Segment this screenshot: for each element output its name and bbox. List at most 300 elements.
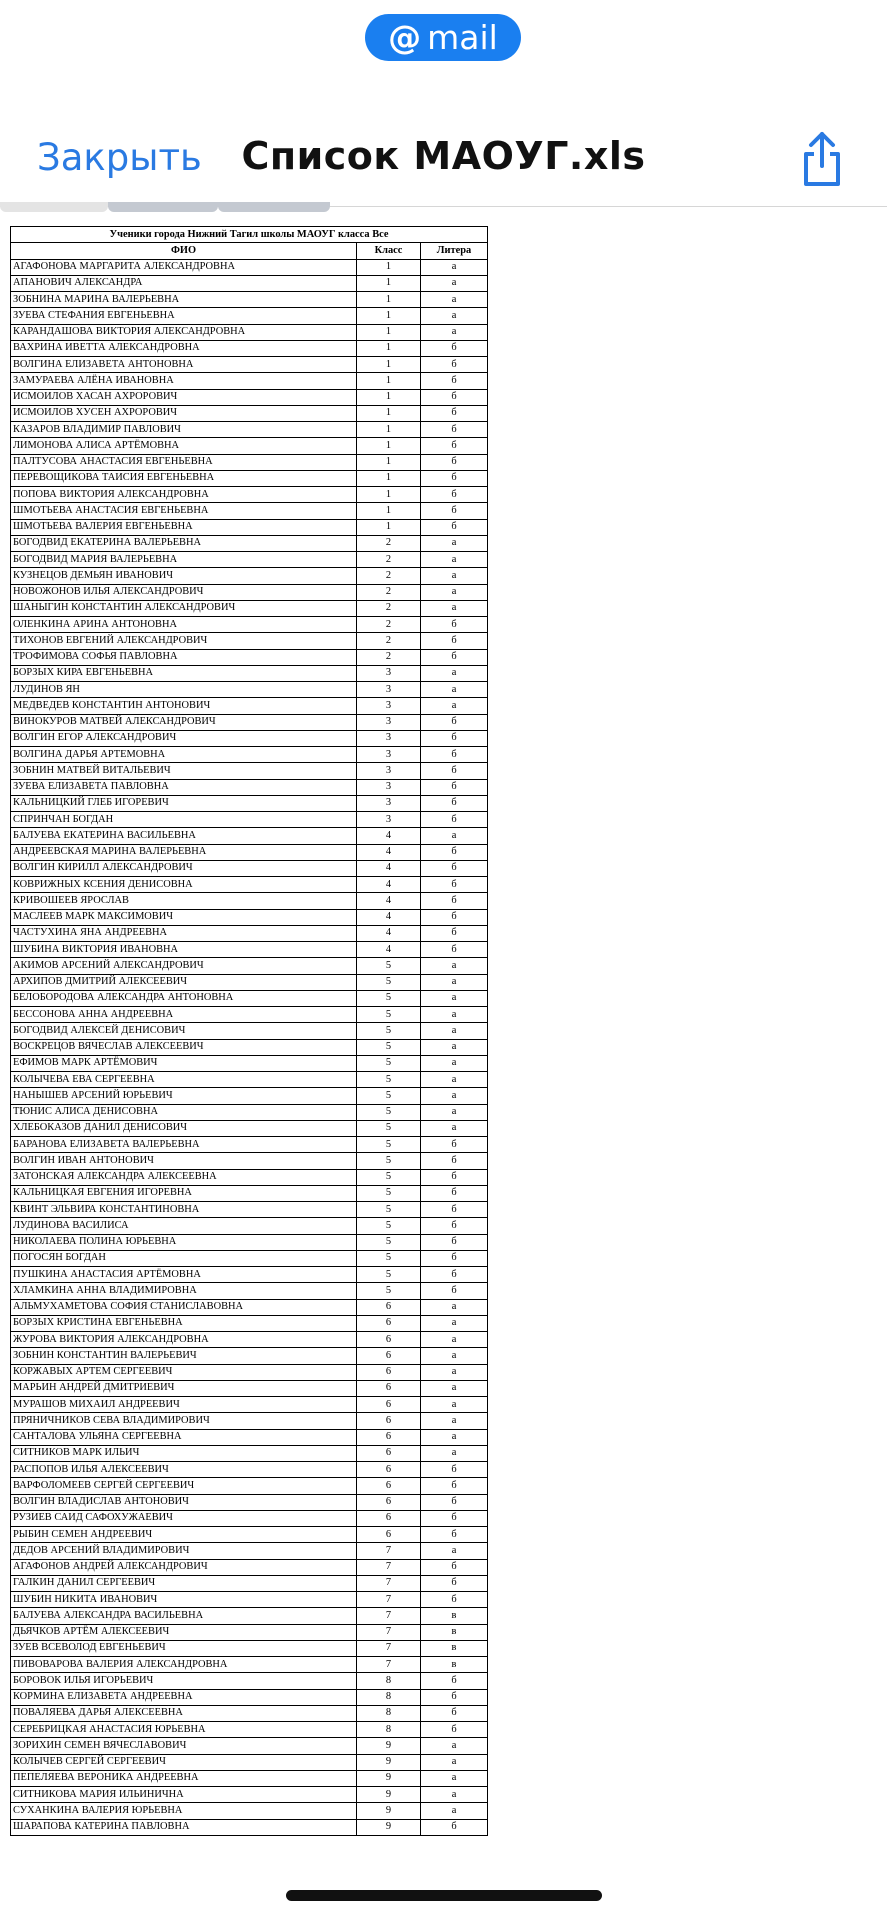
cell-grade: 2 xyxy=(357,649,421,665)
cell-letter: а xyxy=(421,275,488,291)
cell-grade: 1 xyxy=(357,454,421,470)
cell-name: ШАРАПОВА КАТЕРИНА ПАВЛОВНА xyxy=(11,1819,357,1835)
cell-grade: 7 xyxy=(357,1592,421,1608)
table-row xyxy=(11,1462,488,1478)
cell-name: ВАХРИНА ИВЕТТА АЛЕКСАНДРОВНА xyxy=(11,340,357,356)
close-button[interactable]: Закрыть xyxy=(37,136,202,179)
cell-name: НОВОЖОНОВ ИЛЬЯ АЛЕКСАНДРОВИЧ xyxy=(11,584,357,600)
cell-letter: б xyxy=(421,1185,488,1201)
table-row xyxy=(11,1397,488,1413)
table-row xyxy=(11,1007,488,1023)
cell-name: БОГОДВИД ЕКАТЕРИНА ВАЛЕРЬЕВНА xyxy=(11,535,357,551)
table-row xyxy=(11,1787,488,1803)
cell-grade: 6 xyxy=(357,1397,421,1413)
cell-letter: б xyxy=(421,714,488,730)
cell-grade: 8 xyxy=(357,1673,421,1689)
cell-grade: 8 xyxy=(357,1705,421,1721)
cell-name: ЛУДИНОВ ЯН xyxy=(11,682,357,698)
cell-letter: б xyxy=(421,454,488,470)
cell-name: СЕРЕБРИЦКАЯ АНАСТАСИЯ ЮРЬЕВНА xyxy=(11,1722,357,1738)
cell-letter: а xyxy=(421,308,488,324)
table-row xyxy=(11,974,488,990)
cell-grade: 7 xyxy=(357,1608,421,1624)
table-row xyxy=(11,763,488,779)
table-row xyxy=(11,812,488,828)
cell-grade: 6 xyxy=(357,1478,421,1494)
cell-letter: б xyxy=(421,812,488,828)
cell-name: НИКОЛАЕВА ПОЛИНА ЮРЬЕВНА xyxy=(11,1234,357,1250)
cell-grade: 6 xyxy=(357,1332,421,1348)
cell-name: ЛУДИНОВА ВАСИЛИСА xyxy=(11,1218,357,1234)
table-row xyxy=(11,698,488,714)
cell-letter: б xyxy=(421,1218,488,1234)
cell-letter: а xyxy=(421,1380,488,1396)
cell-letter: б xyxy=(421,649,488,665)
mail-logo xyxy=(365,14,521,61)
table-row xyxy=(11,617,488,633)
cell-grade: 6 xyxy=(357,1462,421,1478)
cell-letter: б xyxy=(421,519,488,535)
cell-name: ХЛЕБОКАЗОВ ДАНИЛ ДЕНИСОВИЧ xyxy=(11,1120,357,1136)
cell-letter: в xyxy=(421,1657,488,1673)
cell-letter: а xyxy=(421,1803,488,1819)
table-row xyxy=(11,454,488,470)
cell-grade: 6 xyxy=(357,1510,421,1526)
cell-letter: а xyxy=(421,974,488,990)
table-row xyxy=(11,357,488,373)
cell-name: СУХАНКИНА ВАЛЕРИЯ ЮРЬЕВНА xyxy=(11,1803,357,1819)
cell-letter: а xyxy=(421,990,488,1006)
cell-name: ПРЯНИЧНИКОВ СЕВА ВЛАДИМИРОВИЧ xyxy=(11,1413,357,1429)
cell-letter: б xyxy=(421,763,488,779)
cell-letter: б xyxy=(421,1527,488,1543)
cell-letter: б xyxy=(421,1575,488,1591)
cell-name: ВОЛГИН ВЛАДИСЛАВ АНТОНОВИЧ xyxy=(11,1494,357,1510)
cell-grade: 3 xyxy=(357,698,421,714)
cell-name: ШУБИНА ВИКТОРИЯ ИВАНОВНА xyxy=(11,942,357,958)
cell-grade: 7 xyxy=(357,1575,421,1591)
table-row xyxy=(11,1039,488,1055)
cell-name: ВОЛГИН ИВАН АНТОНОВИЧ xyxy=(11,1153,357,1169)
table-row xyxy=(11,925,488,941)
cell-name: ДЕДОВ АРСЕНИЙ ВЛАДИМИРОВИЧ xyxy=(11,1543,357,1559)
table-row xyxy=(11,519,488,535)
cell-letter: в xyxy=(421,1640,488,1656)
cell-name: КОЛЫЧЕВА ЕВА СЕРГЕЕВНА xyxy=(11,1072,357,1088)
table-row xyxy=(11,1380,488,1396)
cell-letter: б xyxy=(421,487,488,503)
cell-name: ПАЛТУСОВА АНАСТАСИЯ ЕВГЕНЬЕВНА xyxy=(11,454,357,470)
table-row xyxy=(11,665,488,681)
table-row xyxy=(11,1169,488,1185)
cell-grade: 3 xyxy=(357,812,421,828)
cell-grade: 1 xyxy=(357,503,421,519)
cell-name: ВАРФОЛОМЕЕВ СЕРГЕЙ СЕРГЕЕВИЧ xyxy=(11,1478,357,1494)
cell-letter: б xyxy=(421,1202,488,1218)
cell-letter: а xyxy=(421,1007,488,1023)
cell-letter: а xyxy=(421,1332,488,1348)
table-row xyxy=(11,1348,488,1364)
table-row xyxy=(11,405,488,421)
cell-letter: а xyxy=(421,568,488,584)
table-row xyxy=(11,1413,488,1429)
cell-grade: 3 xyxy=(357,714,421,730)
table-row xyxy=(11,1104,488,1120)
cell-name: ХЛАМКИНА АННА ВЛАДИМИРОВНА xyxy=(11,1283,357,1299)
table-row xyxy=(11,535,488,551)
cell-grade: 5 xyxy=(357,1023,421,1039)
cell-name: ЗОБНИН КОНСТАНТИН ВАЛЕРЬЕВИЧ xyxy=(11,1348,357,1364)
cell-grade: 2 xyxy=(357,568,421,584)
cell-name: БАЛУЕВА ЕКАТЕРИНА ВАСИЛЬЕВНА xyxy=(11,828,357,844)
table-row xyxy=(11,1478,488,1494)
cell-letter: б xyxy=(421,357,488,373)
cell-name: ЧАСТУХИНА ЯНА АНДРЕЕВНА xyxy=(11,925,357,941)
table-row xyxy=(11,1234,488,1250)
cell-letter: б xyxy=(421,373,488,389)
cell-grade: 3 xyxy=(357,763,421,779)
table-row xyxy=(11,503,488,519)
cell-letter: б xyxy=(421,1705,488,1721)
cell-letter: а xyxy=(421,665,488,681)
table-row xyxy=(11,1055,488,1071)
cell-grade: 5 xyxy=(357,1185,421,1201)
table-row xyxy=(11,942,488,958)
table-row xyxy=(11,1072,488,1088)
cell-grade: 3 xyxy=(357,730,421,746)
table-row xyxy=(11,909,488,925)
cell-letter: а xyxy=(421,682,488,698)
cell-letter: б xyxy=(421,1673,488,1689)
cell-grade: 4 xyxy=(357,925,421,941)
cell-grade: 1 xyxy=(357,389,421,405)
cell-name: АПАНОВИЧ АЛЕКСАНДРА xyxy=(11,275,357,291)
cell-letter: б xyxy=(421,730,488,746)
cell-name: АЛЬМУХАМЕТОВА СОФИЯ СТАНИСЛАВОВНА xyxy=(11,1299,357,1315)
table-row xyxy=(11,1510,488,1526)
cell-letter: б xyxy=(421,893,488,909)
table-row xyxy=(11,893,488,909)
cell-name: ЛИМОНОВА АЛИСА АРТЁМОВНА xyxy=(11,438,357,454)
table-row xyxy=(11,1705,488,1721)
cell-grade: 5 xyxy=(357,1120,421,1136)
cell-name: БАЛУЕВА АЛЕКСАНДРА ВАСИЛЬЕВНА xyxy=(11,1608,357,1624)
cell-name: БЕЛОБОРОДОВА АЛЕКСАНДРА АНТОНОВНА xyxy=(11,990,357,1006)
cell-letter: а xyxy=(421,1429,488,1445)
cell-name: ВОЛГИНА ДАРЬЯ АРТЕМОВНА xyxy=(11,747,357,763)
cell-name: ШУБИН НИКИТА ИВАНОВИЧ xyxy=(11,1592,357,1608)
cell-letter: а xyxy=(421,292,488,308)
table-row xyxy=(11,990,488,1006)
table-row xyxy=(11,795,488,811)
cell-letter: а xyxy=(421,1397,488,1413)
cell-letter: а xyxy=(421,1299,488,1315)
cell-name: МЕДВЕДЕВ КОНСТАНТИН АНТОНОВИЧ xyxy=(11,698,357,714)
cell-grade: 5 xyxy=(357,1104,421,1120)
cell-grade: 1 xyxy=(357,259,421,275)
cell-grade: 6 xyxy=(357,1348,421,1364)
table-row xyxy=(11,828,488,844)
cell-name: СИТНИКОВ МАРК ИЛЬИЧ xyxy=(11,1445,357,1461)
cell-name: КАЛЬНИЦКИЙ ГЛЕБ ИГОРЕВИЧ xyxy=(11,795,357,811)
cell-grade: 7 xyxy=(357,1657,421,1673)
cell-name: ВОСКРЕЦОВ ВЯЧЕСЛАВ АЛЕКСЕЕВИЧ xyxy=(11,1039,357,1055)
cell-letter: б xyxy=(421,844,488,860)
cell-letter: б xyxy=(421,1137,488,1153)
cell-name: ПОПОВА ВИКТОРИЯ АЛЕКСАНДРОВНА xyxy=(11,487,357,503)
cell-letter: в xyxy=(421,1624,488,1640)
cell-name: ЗАМУРАЕВА АЛЁНА ИВАНОВНА xyxy=(11,373,357,389)
cell-name: ВОЛГИН КИРИЛЛ АЛЕКСАНДРОВИЧ xyxy=(11,860,357,876)
table-row xyxy=(11,470,488,486)
table-row xyxy=(11,308,488,324)
table-row xyxy=(11,487,488,503)
cell-grade: 9 xyxy=(357,1787,421,1803)
cell-grade: 1 xyxy=(357,373,421,389)
table-row xyxy=(11,633,488,649)
cell-grade: 2 xyxy=(357,584,421,600)
cell-grade: 1 xyxy=(357,308,421,324)
cell-letter: б xyxy=(421,1559,488,1575)
table-row xyxy=(11,1738,488,1754)
table-row xyxy=(11,373,488,389)
table-row xyxy=(11,584,488,600)
cell-name: ЗАТОНСКАЯ АЛЕКСАНДРА АЛЕКСЕЕВНА xyxy=(11,1169,357,1185)
cell-grade: 9 xyxy=(357,1770,421,1786)
table-row xyxy=(11,1494,488,1510)
cell-grade: 6 xyxy=(357,1315,421,1331)
cell-grade: 9 xyxy=(357,1738,421,1754)
cell-grade: 4 xyxy=(357,909,421,925)
table-row xyxy=(11,1250,488,1266)
cell-letter: б xyxy=(421,795,488,811)
table-row xyxy=(11,1754,488,1770)
cell-name: КОРМИНА ЕЛИЗАВЕТА АНДРЕЕВНА xyxy=(11,1689,357,1705)
document-title: Список МАОУГ.xls xyxy=(241,134,646,178)
cell-letter: а xyxy=(421,1445,488,1461)
cell-letter: а xyxy=(421,698,488,714)
table-row xyxy=(11,1803,488,1819)
cell-grade: 1 xyxy=(357,357,421,373)
cell-letter: б xyxy=(421,1250,488,1266)
cell-name: ПЕРЕВОЩИКОВА ТАИСИЯ ЕВГЕНЬЕВНА xyxy=(11,470,357,486)
cell-letter: а xyxy=(421,828,488,844)
cell-letter: б xyxy=(421,860,488,876)
cell-name: ИСМОИЛОВ ХАСАН АХРОРОВИЧ xyxy=(11,389,357,405)
cell-grade: 1 xyxy=(357,470,421,486)
cell-name: МАРЬИН АНДРЕЙ ДМИТРИЕВИЧ xyxy=(11,1380,357,1396)
cell-name: АНДРЕЕВСКАЯ МАРИНА ВАЛЕРЬЕВНА xyxy=(11,844,357,860)
cell-grade: 9 xyxy=(357,1754,421,1770)
cell-grade: 6 xyxy=(357,1413,421,1429)
table-row xyxy=(11,422,488,438)
cell-grade: 5 xyxy=(357,1267,421,1283)
cell-name: КОЛЫЧЕВ СЕРГЕЙ СЕРГЕЕВИЧ xyxy=(11,1754,357,1770)
cell-grade: 5 xyxy=(357,1055,421,1071)
cell-grade: 3 xyxy=(357,779,421,795)
table-row xyxy=(11,1315,488,1331)
cell-grade: 4 xyxy=(357,844,421,860)
cell-grade: 3 xyxy=(357,665,421,681)
cell-grade: 5 xyxy=(357,1007,421,1023)
table-row xyxy=(11,1722,488,1738)
cell-name: РАСПОПОВ ИЛЬЯ АЛЕКСЕЕВИЧ xyxy=(11,1462,357,1478)
cell-letter: а xyxy=(421,600,488,616)
cell-grade: 5 xyxy=(357,1250,421,1266)
cell-letter: а xyxy=(421,1120,488,1136)
cell-grade: 7 xyxy=(357,1624,421,1640)
cell-name: РУЗИЕВ САИД САФОХУЖАЕВИЧ xyxy=(11,1510,357,1526)
table-row xyxy=(11,714,488,730)
cell-grade: 1 xyxy=(357,422,421,438)
viewer-header xyxy=(0,110,887,207)
cell-letter: а xyxy=(421,584,488,600)
cell-grade: 6 xyxy=(357,1494,421,1510)
cell-name: БОРЗЫХ КРИСТИНА ЕВГЕНЬЕВНА xyxy=(11,1315,357,1331)
cell-grade: 7 xyxy=(357,1543,421,1559)
table-row xyxy=(11,600,488,616)
sheet-tab[interactable] xyxy=(218,202,330,212)
cell-grade: 5 xyxy=(357,974,421,990)
cell-letter: б xyxy=(421,942,488,958)
table-row xyxy=(11,1624,488,1640)
cell-grade: 9 xyxy=(357,1803,421,1819)
cell-letter: а xyxy=(421,1088,488,1104)
table-row xyxy=(11,1445,488,1461)
cell-name: ВИНОКУРОВ МАТВЕЙ АЛЕКСАНДРОВИЧ xyxy=(11,714,357,730)
cell-grade: 6 xyxy=(357,1380,421,1396)
cell-letter: а xyxy=(421,1770,488,1786)
cell-name: ТИХОНОВ ЕВГЕНИЙ АЛЕКСАНДРОВИЧ xyxy=(11,633,357,649)
cell-name: ЗОБНИНА МАРИНА ВАЛЕРЬЕВНА xyxy=(11,292,357,308)
cell-name: ЗУЕВА СТЕФАНИЯ ЕВГЕНЬЕВНА xyxy=(11,308,357,324)
cell-letter: а xyxy=(421,1023,488,1039)
table-row xyxy=(11,568,488,584)
cell-grade: 8 xyxy=(357,1722,421,1738)
cell-grade: 7 xyxy=(357,1640,421,1656)
cell-grade: 1 xyxy=(357,519,421,535)
table-row xyxy=(11,1120,488,1136)
cell-name: РЫБИН СЕМЕН АНДРЕЕВИЧ xyxy=(11,1527,357,1543)
table-row xyxy=(11,779,488,795)
cell-letter: б xyxy=(421,747,488,763)
cell-grade: 5 xyxy=(357,990,421,1006)
cell-grade: 6 xyxy=(357,1445,421,1461)
cell-grade: 5 xyxy=(357,1088,421,1104)
cell-grade: 2 xyxy=(357,552,421,568)
students-table xyxy=(10,226,488,1836)
cell-letter: б xyxy=(421,1478,488,1494)
cell-grade: 6 xyxy=(357,1429,421,1445)
cell-letter: б xyxy=(421,1169,488,1185)
cell-grade: 7 xyxy=(357,1559,421,1575)
cell-name: ВОЛГИНА ЕЛИЗАВЕТА АНТОНОВНА xyxy=(11,357,357,373)
cell-letter: а xyxy=(421,1543,488,1559)
cell-letter: а xyxy=(421,324,488,340)
spreadsheet xyxy=(10,226,487,1836)
cell-name: ВОЛГИН ЕГОР АЛЕКСАНДРОВИЧ xyxy=(11,730,357,746)
cell-letter: б xyxy=(421,1510,488,1526)
cell-letter: б xyxy=(421,470,488,486)
cell-letter: б xyxy=(421,779,488,795)
cell-name: ПЕПЕЛЯЕВА ВЕРОНИКА АНДРЕЕВНА xyxy=(11,1770,357,1786)
cell-grade: 1 xyxy=(357,438,421,454)
sheet-tab[interactable] xyxy=(0,202,108,212)
cell-grade: 6 xyxy=(357,1364,421,1380)
cell-letter: б xyxy=(421,405,488,421)
cell-letter: б xyxy=(421,389,488,405)
cell-name: БОГОДВИД МАРИЯ ВАЛЕРЬЕВНА xyxy=(11,552,357,568)
table-row xyxy=(11,1218,488,1234)
sheet-tab[interactable] xyxy=(108,202,218,212)
cell-letter: а xyxy=(421,1738,488,1754)
cell-grade: 5 xyxy=(357,958,421,974)
cell-grade: 4 xyxy=(357,942,421,958)
table-row xyxy=(11,1023,488,1039)
table-row xyxy=(11,389,488,405)
table-row xyxy=(11,1283,488,1299)
cell-grade: 4 xyxy=(357,893,421,909)
cell-letter: б xyxy=(421,340,488,356)
cell-name: ГАЛКИН ДАНИЛ СЕРГЕЕВИЧ xyxy=(11,1575,357,1591)
cell-grade: 8 xyxy=(357,1689,421,1705)
column-header-grade: Класс xyxy=(357,243,421,259)
cell-name: ШМОТЬЕВА АНАСТАСИЯ ЕВГЕНЬЕВНА xyxy=(11,503,357,519)
cell-grade: 5 xyxy=(357,1153,421,1169)
cell-name: КРИВОШЕЕВ ЯРОСЛАВ xyxy=(11,893,357,909)
cell-grade: 2 xyxy=(357,535,421,551)
cell-name: ТРОФИМОВА СОФЬЯ ПАВЛОВНА xyxy=(11,649,357,665)
cell-name: ЖУРОВА ВИКТОРИЯ АЛЕКСАНДРОВНА xyxy=(11,1332,357,1348)
home-indicator[interactable] xyxy=(286,1890,602,1901)
table-row xyxy=(11,1592,488,1608)
cell-letter: б xyxy=(421,1819,488,1835)
cell-letter: б xyxy=(421,877,488,893)
table-row xyxy=(11,1575,488,1591)
table-row xyxy=(11,1185,488,1201)
table-row xyxy=(11,1429,488,1445)
cell-letter: а xyxy=(421,1039,488,1055)
table-row xyxy=(11,1673,488,1689)
cell-letter: б xyxy=(421,633,488,649)
cell-name: БОГОДВИД АЛЕКСЕЙ ДЕНИСОВИЧ xyxy=(11,1023,357,1039)
cell-name: ЕФИМОВ МАРК АРТЁМОВИЧ xyxy=(11,1055,357,1071)
cell-grade: 9 xyxy=(357,1819,421,1835)
cell-name: ДЬЯЧКОВ АРТЁМ АЛЕКСЕЕВИЧ xyxy=(11,1624,357,1640)
cell-grade: 2 xyxy=(357,617,421,633)
cell-grade: 5 xyxy=(357,1202,421,1218)
table-row xyxy=(11,1267,488,1283)
cell-letter: а xyxy=(421,1754,488,1770)
cell-letter: б xyxy=(421,1689,488,1705)
table-row xyxy=(11,1202,488,1218)
cell-name: ЗОБНИН МАТВЕЙ ВИТАЛЬЕВИЧ xyxy=(11,763,357,779)
cell-letter: а xyxy=(421,1787,488,1803)
logo-text: mail xyxy=(427,18,498,57)
column-header-letter: Литера xyxy=(421,243,488,259)
cell-grade: 1 xyxy=(357,487,421,503)
share-icon[interactable] xyxy=(798,130,846,188)
cell-name: ПОГОСЯН БОГДАН xyxy=(11,1250,357,1266)
cell-letter: б xyxy=(421,1283,488,1299)
cell-grade: 5 xyxy=(357,1039,421,1055)
cell-letter: б xyxy=(421,1462,488,1478)
table-row xyxy=(11,438,488,454)
cell-name: АГАФОНОВА МАРГАРИТА АЛЕКСАНДРОВНА xyxy=(11,259,357,275)
cell-name: ИСМОИЛОВ ХУСЕН АХРОРОВИЧ xyxy=(11,405,357,421)
cell-name: ПИВОВАРОВА ВАЛЕРИЯ АЛЕКСАНДРОВНА xyxy=(11,1657,357,1673)
table-row xyxy=(11,860,488,876)
